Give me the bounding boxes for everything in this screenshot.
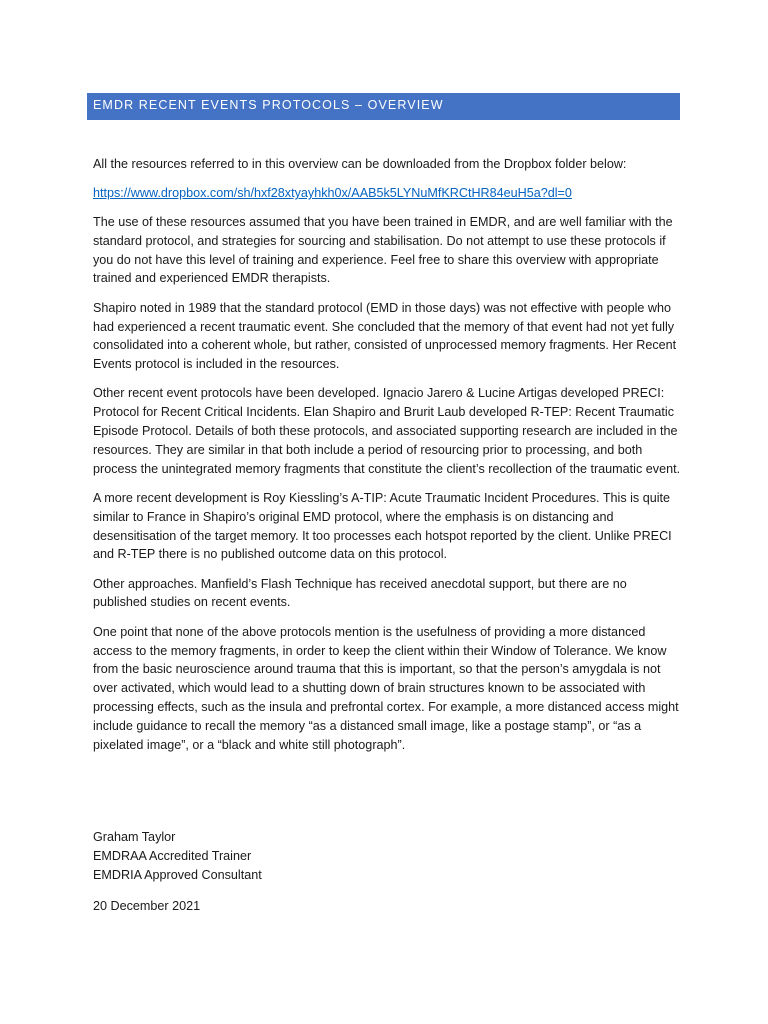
paragraph-other-approaches: Other approaches. Manfield’s Flash Technique has received anecdotal support, but there are no published studies on recent events. [93,576,627,610]
link-paragraph [93,184,683,203]
author-name: Graham Taylor [93,830,176,844]
dropbox-link[interactable]: https://www.dropbox.com/sh/hxf28xtyayhkh0x/AAB5k5LYNuMfKRCtHR84euH5a?dl=0 [93,186,572,201]
title-banner [87,93,680,120]
document-body [93,155,683,765]
author-role-consultant: EMDRIA Approved Consultant [93,867,262,882]
intro-paragraph: All the resources referred to in this overview can be downloaded from the Dropbox folder below: [93,157,627,171]
paragraph-atip: A more recent development is Roy Kiessling’s A-TIP: Acute Traumatic Incident Procedures. This is quite similar to France in Shapiro’s original EMD protocol, where the emphasis is on distancing and desensitisation of the target memory. It too processes each hotspot reported by the client. Unlike PRECI and R-TEP there is no published outcome data on this protocol. [93,490,672,562]
signature-block [93,828,262,884]
document-title: EMDR RECENT EVENTS PROTOCOLS – OVERVIEW [93,98,444,112]
paragraph-distanced-access: One point that none of the above protocols mention is the usefulness of providing a more distanced access to the memory fragments, in order to keep the client within their Window of Tolerance. We know from the basic neuroscience around trauma that this is important, so that the person’s amygdala is not over activated, which would lead to a shutting down of brain structures known to be associated with processing effects, such as the insula and prefrontal cortex. For example, a more distanced access might include guidance to recall the memory “as a distanced small image, like a postage stamp”, or “as a pixelated image”, or a “black and white still photograph”. [93,624,679,752]
paragraph-other-protocols: Other recent event protocols have been developed. Ignacio Jarero & Lucine Artigas developed PRECI: Protocol for Recent Critical Incidents. Elan Shapiro and Brurit Laub developed R-TEP: Recent Traumatic Episode Protocol. Details of both these protocols, and associated supporting research are included in the resources. They are similar in that both include a period of resourcing prior to processing, and both process the unintegrated memory fragments that constitute the client’s recollection of the traumatic event. [93,386,681,476]
paragraph-shapiro: Shapiro noted in 1989 that the standard protocol (EMD in those days) was not effective with people who had experienced a recent traumatic event. She concluded that the memory of that event had not yet fully consolidated into a coherent whole, but rather, consisted of unprocessed memory fragments. Her Recent Events protocol is included in the resources. [93,300,677,372]
document-date: 20 December 2021 [93,899,201,913]
author-role-trainer: EMDRAA Accredited Trainer [93,848,252,863]
paragraph-training: The use of these resources assumed that you have been trained in EMDR, and are well familiar with the standard protocol, and strategies for sourcing and stabilisation. Do not attempt to use these protocols if you do not have this level of training and experience. Feel free to share this overview with appropriate trained and experienced EMDR therapists. [93,215,673,286]
